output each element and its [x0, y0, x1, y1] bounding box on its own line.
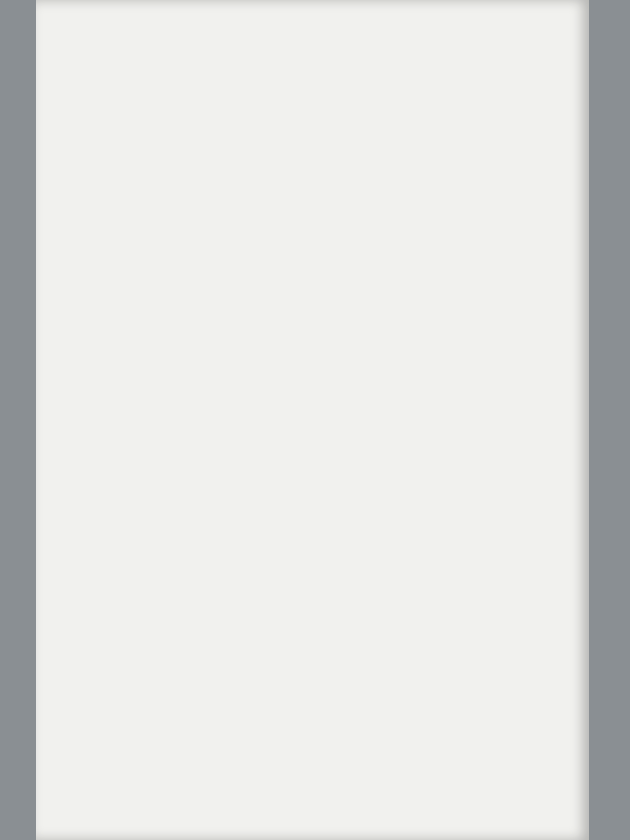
- book-page: [36, 0, 589, 840]
- table-of-contents: [58, 58, 576, 66]
